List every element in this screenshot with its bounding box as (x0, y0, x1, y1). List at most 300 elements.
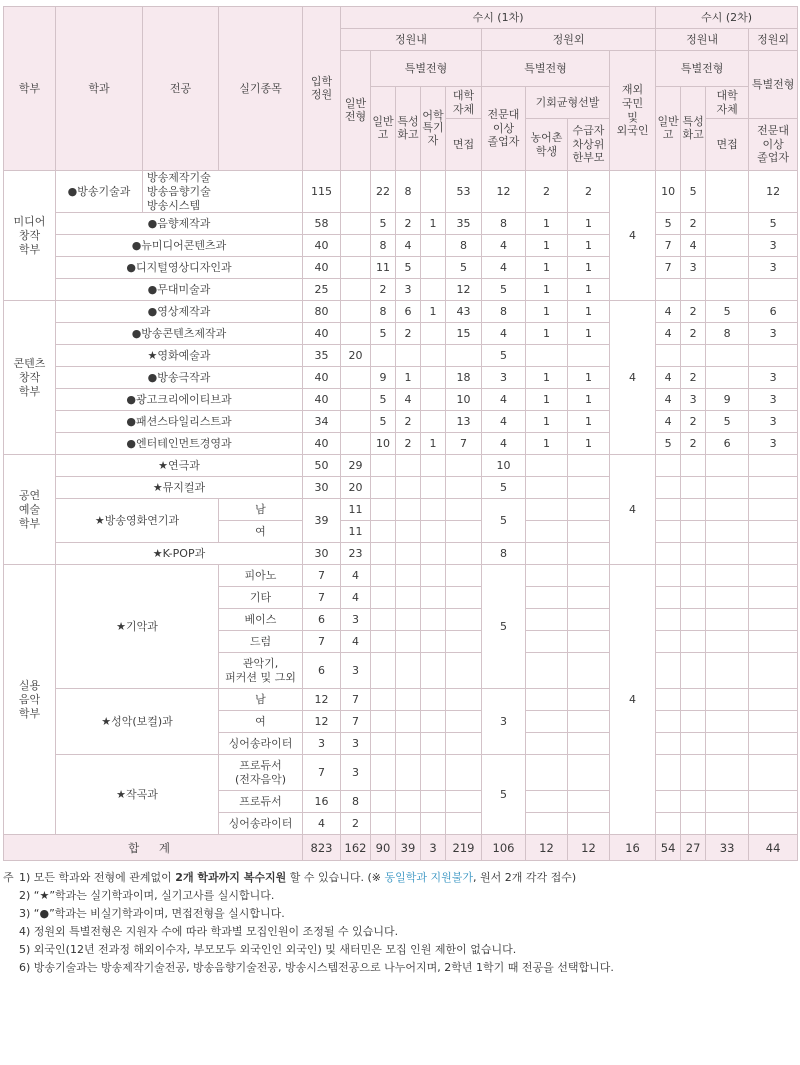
cell-interview (446, 791, 482, 813)
cell-quota: 39 (303, 499, 341, 543)
cell-specialized-hs: 4 (396, 389, 421, 411)
cell-lang (421, 499, 446, 521)
header-in-quota-1: 정원내 (341, 29, 482, 51)
cell-college-grad: 4 (482, 433, 526, 455)
cell-interview-2 (706, 521, 749, 543)
cell-specialized-hs (396, 689, 421, 711)
cell-general-hs-2: 4 (656, 411, 681, 433)
cell-general-hs (371, 587, 396, 609)
cell-college-grad-2 (749, 587, 798, 609)
cell-college-grad-2 (749, 455, 798, 477)
cell-rural: 2 (526, 171, 568, 213)
faculty-content: 콘텐츠 창작 학부 (4, 301, 56, 455)
cell-general-hs (371, 521, 396, 543)
cell-quota: 7 (303, 565, 341, 587)
cell-lang (421, 711, 446, 733)
cell-college-grad-2 (749, 609, 798, 631)
dept-name: ●방송기술과 (56, 171, 143, 213)
cell-specialized-hs-2 (681, 689, 706, 711)
cell-specialized-hs (396, 565, 421, 587)
cell-specialized-hs-2 (681, 587, 706, 609)
cell-lang (421, 755, 446, 791)
cell-college-grad-2: 3 (749, 323, 798, 345)
cell-specialized-hs-2: 2 (681, 213, 706, 235)
cell-specialized-hs-2: 2 (681, 367, 706, 389)
cell-general: 8 (341, 791, 371, 813)
cell-college-grad-2 (749, 689, 798, 711)
header-general-hs-2: 일반고 (656, 87, 681, 171)
cell-basic-living: 1 (568, 367, 610, 389)
note-6 (3, 959, 797, 977)
cell-quota: 7 (303, 587, 341, 609)
table-row (4, 301, 798, 323)
table-body (4, 171, 798, 861)
cell-general (341, 235, 371, 257)
cell-general-hs: 9 (371, 367, 396, 389)
cell-basic-living: 1 (568, 323, 610, 345)
cell-interview (446, 609, 482, 631)
cell-college-grad-2 (749, 813, 798, 835)
header-early1: 수시 (1차) (341, 7, 656, 29)
header-out-quota-2: 정원외 (749, 29, 798, 51)
cell-general-hs: 11 (371, 257, 396, 279)
cell-general-hs-2: 4 (656, 301, 681, 323)
table-row (4, 755, 798, 791)
cell-college-grad-2 (749, 653, 798, 689)
header-specialized-hs-2: 특성화고 (681, 87, 706, 171)
cell-interview (446, 587, 482, 609)
dept-name: ★연극과 (56, 455, 303, 477)
cell-college-grad: 5 (482, 345, 526, 367)
cell-specialized-hs (396, 521, 421, 543)
cell-overseas-music: 4 (610, 565, 656, 835)
cell-interview-2 (706, 213, 749, 235)
cell-basic-living (568, 609, 610, 631)
header-rural: 농어촌 학생 (526, 119, 568, 171)
cell-interview (446, 733, 482, 755)
cell-interview: 5 (446, 257, 482, 279)
total-specialized-hs: 39 (396, 835, 421, 861)
cell-interview (446, 631, 482, 653)
cell-general-hs (371, 345, 396, 367)
table-row (4, 279, 798, 301)
cell-general-hs (371, 813, 396, 835)
cell-general: 7 (341, 689, 371, 711)
dept-name: ★방송영화연기과 (56, 499, 219, 543)
cell-rural (526, 499, 568, 521)
cell-college-grad: 4 (482, 411, 526, 433)
cell-general-hs: 5 (371, 389, 396, 411)
cell-specialized-hs (396, 631, 421, 653)
note-1-highlight: 동일학과 지원불가 (384, 871, 474, 885)
practical-item: 프로듀서 (전자음악) (219, 755, 303, 791)
cell-rural (526, 345, 568, 367)
cell-college-grad: 8 (482, 213, 526, 235)
cell-general-hs-2 (656, 755, 681, 791)
cell-lang (421, 323, 446, 345)
cell-rural (526, 477, 568, 499)
cell-general: 3 (341, 733, 371, 755)
cell-quota: 30 (303, 543, 341, 565)
total-overseas: 16 (610, 835, 656, 861)
cell-rural (526, 631, 568, 653)
total-basic-living: 12 (568, 835, 610, 861)
cell-specialized-hs (396, 543, 421, 565)
cell-interview-2 (706, 499, 749, 521)
cell-lang (421, 455, 446, 477)
header-opportunity: 기회균형선발 (526, 87, 610, 119)
cell-specialized-hs (396, 455, 421, 477)
note-1-text-a: 1) 모든 학과와 전형에 관계없이 (19, 871, 176, 885)
cell-college-grad-2: 3 (749, 389, 798, 411)
note-1-text-c: 할 수 있습니다. (※ (286, 871, 385, 885)
cell-college-grad-2 (749, 565, 798, 587)
cell-quota: 4 (303, 813, 341, 835)
cell-general-hs (371, 791, 396, 813)
dept-name: ★K-POP과 (56, 543, 303, 565)
cell-general: 4 (341, 587, 371, 609)
cell-general-hs-2 (656, 609, 681, 631)
cell-lang (421, 257, 446, 279)
cell-rural: 1 (526, 257, 568, 279)
cell-lang (421, 171, 446, 213)
cell-interview (446, 455, 482, 477)
cell-basic-living (568, 689, 610, 711)
cell-college-grad-2 (749, 733, 798, 755)
cell-general: 4 (341, 565, 371, 587)
cell-basic-living (568, 521, 610, 543)
practical-item: 드럼 (219, 631, 303, 653)
faculty-music: 실용 음악 학부 (4, 565, 56, 835)
cell-interview-2: 5 (706, 411, 749, 433)
cell-general (341, 433, 371, 455)
cell-general-hs-2 (656, 653, 681, 689)
cell-college-grad-2 (749, 791, 798, 813)
cell-college-grad: 5 (482, 565, 526, 689)
cell-basic-living (568, 543, 610, 565)
cell-interview-2 (706, 171, 749, 213)
cell-rural: 1 (526, 367, 568, 389)
cell-general (341, 411, 371, 433)
cell-specialized-hs-2: 4 (681, 235, 706, 257)
cell-basic-living: 1 (568, 411, 610, 433)
cell-specialized-hs-2 (681, 653, 706, 689)
cell-rural (526, 521, 568, 543)
cell-general-hs-2 (656, 565, 681, 587)
practical-item: 관악기, 퍼커션 및 그외 (219, 653, 303, 689)
cell-quota: 7 (303, 631, 341, 653)
cell-quota: 40 (303, 235, 341, 257)
cell-interview-2 (706, 279, 749, 301)
cell-general: 11 (341, 499, 371, 521)
header-college-grad-1: 전문대 이상 졸업자 (482, 87, 526, 171)
cell-interview-2 (706, 813, 749, 835)
cell-specialized-hs (396, 755, 421, 791)
cell-interview (446, 345, 482, 367)
cell-specialized-hs-2 (681, 813, 706, 835)
total-general: 162 (341, 835, 371, 861)
table-row (4, 477, 798, 499)
dept-name: ●광고크리에이티브과 (56, 389, 303, 411)
cell-specialized-hs-2 (681, 609, 706, 631)
dept-name: ●방송극작과 (56, 367, 303, 389)
cell-general-hs-2: 5 (656, 433, 681, 455)
cell-college-grad-2: 3 (749, 411, 798, 433)
cell-lang (421, 609, 446, 631)
cell-interview (446, 813, 482, 835)
note-4 (3, 923, 797, 941)
table-row (4, 235, 798, 257)
cell-college-grad-2: 3 (749, 433, 798, 455)
cell-interview-2 (706, 543, 749, 565)
cell-quota: 35 (303, 345, 341, 367)
cell-quota: 7 (303, 755, 341, 791)
cell-college-grad-2: 3 (749, 257, 798, 279)
cell-quota: 25 (303, 279, 341, 301)
cell-quota: 6 (303, 609, 341, 631)
note-1-bold: 2개 학과까지 복수지원 (175, 871, 287, 885)
cell-specialized-hs-2 (681, 711, 706, 733)
cell-specialized-hs (396, 477, 421, 499)
cell-specialized-hs-2 (681, 565, 706, 587)
cell-lang (421, 389, 446, 411)
cell-interview-2 (706, 755, 749, 791)
cell-college-grad-2 (749, 543, 798, 565)
practical-item: 기타 (219, 587, 303, 609)
cell-college-grad: 12 (482, 171, 526, 213)
cell-rural (526, 813, 568, 835)
cell-basic-living (568, 813, 610, 835)
cell-college-grad: 5 (482, 279, 526, 301)
header-univ-own-1: 대학 자체 (446, 87, 482, 119)
cell-general-hs (371, 499, 396, 521)
cell-specialized-hs-2 (681, 279, 706, 301)
total-interview: 219 (446, 835, 482, 861)
cell-quota: 115 (303, 171, 341, 213)
cell-college-grad-2: 5 (749, 213, 798, 235)
header-interview-1: 면접 (446, 119, 482, 171)
cell-rural: 1 (526, 323, 568, 345)
cell-college-grad-2 (749, 345, 798, 367)
cell-interview (446, 543, 482, 565)
cell-general: 11 (341, 521, 371, 543)
cell-basic-living (568, 653, 610, 689)
cell-specialized-hs: 2 (396, 213, 421, 235)
cell-specialized-hs-2 (681, 755, 706, 791)
cell-rural (526, 565, 568, 587)
cell-interview (446, 755, 482, 791)
cell-interview: 18 (446, 367, 482, 389)
cell-quota: 50 (303, 455, 341, 477)
cell-general-hs-2: 7 (656, 257, 681, 279)
cell-lang: 1 (421, 301, 446, 323)
cell-quota: 12 (303, 711, 341, 733)
cell-specialized-hs-2 (681, 345, 706, 367)
cell-general-hs (371, 631, 396, 653)
cell-general-hs: 2 (371, 279, 396, 301)
cell-general-hs-2 (656, 279, 681, 301)
practical-item: 베이스 (219, 609, 303, 631)
dept-name: ●음향제작과 (56, 213, 303, 235)
total-quota: 823 (303, 835, 341, 861)
cell-college-grad-2: 6 (749, 301, 798, 323)
note-5-text: 5) 외국인(12년 전과정 해외이수자, 부모모두 외국인인 외국인) 및 새터민은 모집 인원 제한이 없습니다. (19, 943, 517, 957)
note-1 (3, 869, 797, 887)
cell-basic-living (568, 791, 610, 813)
cell-specialized-hs-2: 3 (681, 389, 706, 411)
cell-interview (446, 565, 482, 587)
cell-general-hs (371, 755, 396, 791)
dept-name: ★성악(보컬)과 (56, 689, 219, 755)
cell-specialized-hs (396, 653, 421, 689)
cell-interview-2 (706, 653, 749, 689)
header-general-admission: 일반전형 (341, 51, 371, 171)
cell-interview-2 (706, 235, 749, 257)
cell-general-hs (371, 609, 396, 631)
header-quota: 입학 정원 (303, 7, 341, 171)
note-2 (3, 887, 797, 905)
cell-general-hs (371, 543, 396, 565)
cell-general-hs-2: 4 (656, 389, 681, 411)
header-special-out-1: 특별전형 (482, 51, 610, 87)
cell-college-grad: 4 (482, 235, 526, 257)
cell-quota: 58 (303, 213, 341, 235)
cell-interview: 7 (446, 433, 482, 455)
cell-general-hs-2 (656, 543, 681, 565)
cell-general: 3 (341, 609, 371, 631)
cell-interview: 35 (446, 213, 482, 235)
cell-lang (421, 813, 446, 835)
header-major: 전공 (143, 7, 219, 171)
header-special-2: 특별전형 (656, 51, 749, 87)
cell-interview (446, 653, 482, 689)
cell-specialized-hs (396, 345, 421, 367)
total-rural: 12 (526, 835, 568, 861)
cell-general: 20 (341, 345, 371, 367)
cell-interview (446, 499, 482, 521)
note-2-text: 2) “★”학과는 실기학과이며, 실기고사를 실시합니다. (19, 889, 275, 903)
header-practical: 실기종목 (219, 7, 303, 171)
cell-interview-2: 8 (706, 323, 749, 345)
cell-general: 20 (341, 477, 371, 499)
dept-name: ●엔터테인먼트경영과 (56, 433, 303, 455)
cell-basic-living (568, 477, 610, 499)
dept-name: ●뉴미디어콘텐츠과 (56, 235, 303, 257)
cell-general (341, 389, 371, 411)
total-lang: 3 (421, 835, 446, 861)
cell-basic-living (568, 499, 610, 521)
cell-rural: 1 (526, 411, 568, 433)
cell-interview-2 (706, 689, 749, 711)
cell-specialized-hs: 3 (396, 279, 421, 301)
table-row (4, 171, 798, 213)
total-general-hs-2: 54 (656, 835, 681, 861)
cell-specialized-hs (396, 733, 421, 755)
cell-college-grad: 4 (482, 257, 526, 279)
cell-general: 3 (341, 653, 371, 689)
cell-college-grad: 3 (482, 689, 526, 755)
cell-college-grad-2 (749, 279, 798, 301)
cell-specialized-hs-2 (681, 543, 706, 565)
dept-name: ●무대미술과 (56, 279, 303, 301)
cell-basic-living: 1 (568, 279, 610, 301)
cell-interview (446, 711, 482, 733)
cell-lang (421, 411, 446, 433)
cell-interview: 13 (446, 411, 482, 433)
cell-lang (421, 543, 446, 565)
cell-general-hs-2 (656, 631, 681, 653)
cell-basic-living: 1 (568, 389, 610, 411)
total-general-hs: 90 (371, 835, 396, 861)
notes-prefix: 주 (3, 871, 14, 885)
cell-overseas-media: 4 (610, 171, 656, 301)
note-4-text: 4) 정원외 특별전형은 지원자 수에 따라 학과별 모집인원이 조정될 수 있습니다. (19, 925, 399, 939)
header-special-out-2: 특별전형 (749, 51, 798, 119)
cell-lang (421, 689, 446, 711)
dept-name: ★기악과 (56, 565, 219, 689)
cell-general-hs: 10 (371, 433, 396, 455)
cell-lang (421, 367, 446, 389)
cell-general-hs: 5 (371, 323, 396, 345)
cell-specialized-hs (396, 609, 421, 631)
cell-lang (421, 733, 446, 755)
cell-specialized-hs: 2 (396, 323, 421, 345)
cell-lang (421, 235, 446, 257)
cell-general-hs-2 (656, 587, 681, 609)
cell-rural (526, 609, 568, 631)
cell-lang (421, 631, 446, 653)
cell-general-hs-2 (656, 345, 681, 367)
cell-quota: 16 (303, 791, 341, 813)
cell-interview-2 (706, 609, 749, 631)
cell-quota: 34 (303, 411, 341, 433)
table-row (4, 433, 798, 455)
note-3 (3, 905, 797, 923)
header-basic-living: 수급자 차상위 한부모 (568, 119, 610, 171)
cell-general-hs (371, 477, 396, 499)
cell-college-grad-2 (749, 521, 798, 543)
header-faculty: 학부 (4, 7, 56, 171)
cell-college-grad: 4 (482, 323, 526, 345)
cell-general: 23 (341, 543, 371, 565)
cell-general-hs: 22 (371, 171, 396, 213)
cell-general (341, 257, 371, 279)
cell-general-hs-2: 4 (656, 323, 681, 345)
cell-basic-living (568, 565, 610, 587)
practical-item: 프로듀서 (219, 791, 303, 813)
cell-lang: 1 (421, 213, 446, 235)
cell-basic-living (568, 587, 610, 609)
cell-specialized-hs: 2 (396, 411, 421, 433)
cell-quota: 3 (303, 733, 341, 755)
cell-interview: 10 (446, 389, 482, 411)
cell-general-hs (371, 689, 396, 711)
cell-specialized-hs-2: 2 (681, 433, 706, 455)
cell-rural (526, 689, 568, 711)
table-header (4, 7, 798, 171)
cell-general (341, 301, 371, 323)
cell-general-hs-2 (656, 733, 681, 755)
cell-interview-2 (706, 455, 749, 477)
cell-specialized-hs (396, 499, 421, 521)
table-row (4, 389, 798, 411)
admission-quota-document (3, 6, 797, 977)
cell-lang (421, 345, 446, 367)
cell-general-hs-2 (656, 477, 681, 499)
total-interview-2: 33 (706, 835, 749, 861)
cell-specialized-hs-2 (681, 477, 706, 499)
header-specialized-hs-1: 특성화고 (396, 87, 421, 171)
